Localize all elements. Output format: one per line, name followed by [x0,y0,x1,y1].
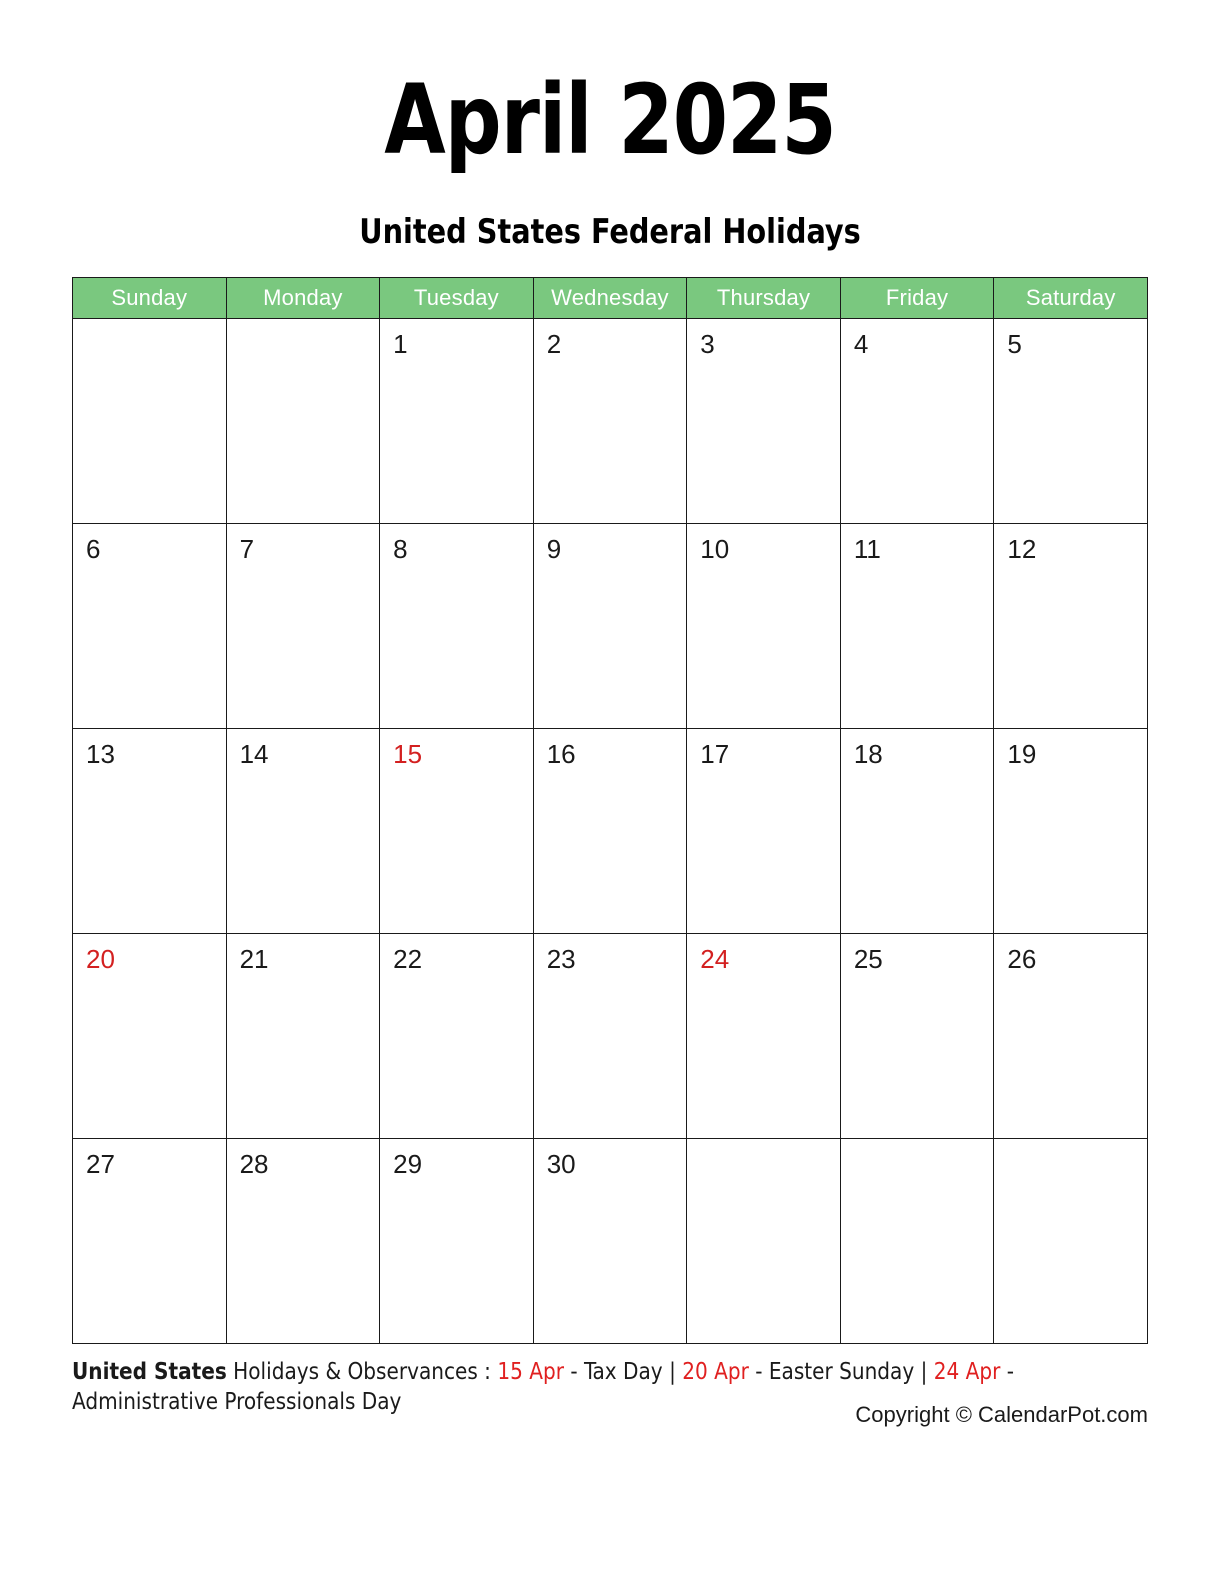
calendar-day-cell[interactable] [226,729,380,934]
calendar-day-cell[interactable] [840,319,994,524]
observance-date: 15 Apr [497,1359,564,1385]
day-number: 7 [239,534,255,564]
calendar-day-cell[interactable] [687,934,841,1139]
weekday-header-friday: Friday [840,278,994,319]
calendar-empty-cell [840,1139,994,1344]
copyright-text: Copyright © CalendarPot.com [855,1402,1148,1427]
weekday-header-wednesday: Wednesday [533,278,687,319]
calendar-day-cell[interactable] [533,524,687,729]
day-number: 29 [393,1149,423,1179]
observance-name: Easter Sunday [768,1359,915,1385]
calendar-week-row [73,319,1148,524]
observance-trailing-separator: | [914,1359,934,1385]
calendar-week-row [73,524,1148,729]
calendar-day-cell[interactable] [533,729,687,934]
weekday-header-row [73,278,1148,319]
observance-trailing-separator: | [662,1359,683,1385]
day-number: 14 [239,739,269,769]
day-number: 12 [1007,534,1037,564]
calendar-empty-cell [687,1139,841,1344]
day-number: 18 [853,739,883,769]
observance-separator: - [1000,1359,1015,1385]
calendar-day-cell[interactable] [687,524,841,729]
calendar-day-cell[interactable] [73,729,227,934]
observance-name: Administrative Professionals Day [72,1389,402,1415]
weekday-header-thursday: Thursday [687,278,841,319]
calendar-day-cell[interactable] [994,319,1148,524]
day-number: 30 [546,1149,576,1179]
day-number: 5 [1007,329,1022,359]
calendar-day-cell[interactable] [840,934,994,1139]
calendar-day-cell[interactable] [73,524,227,729]
weekday-header-sunday: Sunday [73,278,227,319]
day-number: 1 [393,329,408,359]
day-number: 8 [393,534,408,564]
observance-separator: - [748,1359,769,1385]
day-number: 27 [86,1149,115,1179]
calendar-day-cell[interactable] [994,524,1148,729]
day-number: 3 [700,329,715,359]
calendar-day-cell[interactable] [533,1139,687,1344]
calendar-day-cell[interactable] [687,319,841,524]
calendar-day-cell[interactable] [226,934,380,1139]
weekday-header-monday: Monday [226,278,380,319]
day-number: 16 [546,739,576,769]
day-number: 21 [239,944,269,974]
calendar-day-cell[interactable] [226,524,380,729]
day-number: 9 [546,534,562,564]
calendar-empty-cell [226,319,380,524]
day-number: 20 [86,944,115,974]
day-number: 24 [700,944,730,974]
day-number: 15 [393,739,423,769]
calendar-day-cell[interactable] [533,934,687,1139]
calendar-day-cell[interactable] [226,1139,380,1344]
calendar-day-cell[interactable] [994,729,1148,934]
day-number: 26 [1007,944,1037,974]
calendar-body [73,319,1148,1344]
observance-name: Tax Day [583,1359,663,1385]
calendar-day-cell[interactable] [533,319,687,524]
calendar-day-cell[interactable] [380,524,534,729]
day-number: 4 [853,329,869,359]
footer-lead-text: Holidays & Observances : [226,1359,498,1385]
calendar-day-cell[interactable] [380,1139,534,1344]
day-number: 22 [393,944,423,974]
footer-country-label: United States [72,1359,227,1385]
observance-date: 24 Apr [933,1359,1001,1385]
day-number: 17 [700,739,730,769]
day-number: 11 [853,534,881,564]
day-number: 28 [239,1149,269,1179]
day-number: 10 [700,534,730,564]
calendar-day-cell[interactable] [380,729,534,934]
page-title: April 2025 [384,64,836,176]
calendar-day-cell[interactable] [73,1139,227,1344]
calendar-day-cell[interactable] [840,524,994,729]
day-number: 6 [86,534,101,564]
observance-date: 20 Apr [682,1359,749,1385]
calendar-empty-cell [73,319,227,524]
day-number: 23 [546,944,576,974]
calendar-grid [72,277,1148,1344]
calendar-week-row [73,1139,1148,1344]
calendar-day-cell[interactable] [380,319,534,524]
calendar-empty-cell [994,1139,1148,1344]
weekday-header-saturday: Saturday [994,278,1148,319]
day-number: 2 [546,329,562,359]
calendar-day-cell[interactable] [840,729,994,934]
calendar-day-cell[interactable] [994,934,1148,1139]
calendar-week-row [73,729,1148,934]
day-number: 13 [86,739,115,769]
calendar-day-cell[interactable] [687,729,841,934]
weekday-header-tuesday: Tuesday [380,278,534,319]
observance-separator: - [563,1359,584,1385]
calendar-day-cell[interactable] [380,934,534,1139]
calendar-day-cell[interactable] [73,934,227,1139]
day-number: 19 [1007,739,1037,769]
calendar-week-row [73,934,1148,1139]
page-subtitle: United States Federal Holidays [359,212,861,252]
day-number: 25 [853,944,883,974]
